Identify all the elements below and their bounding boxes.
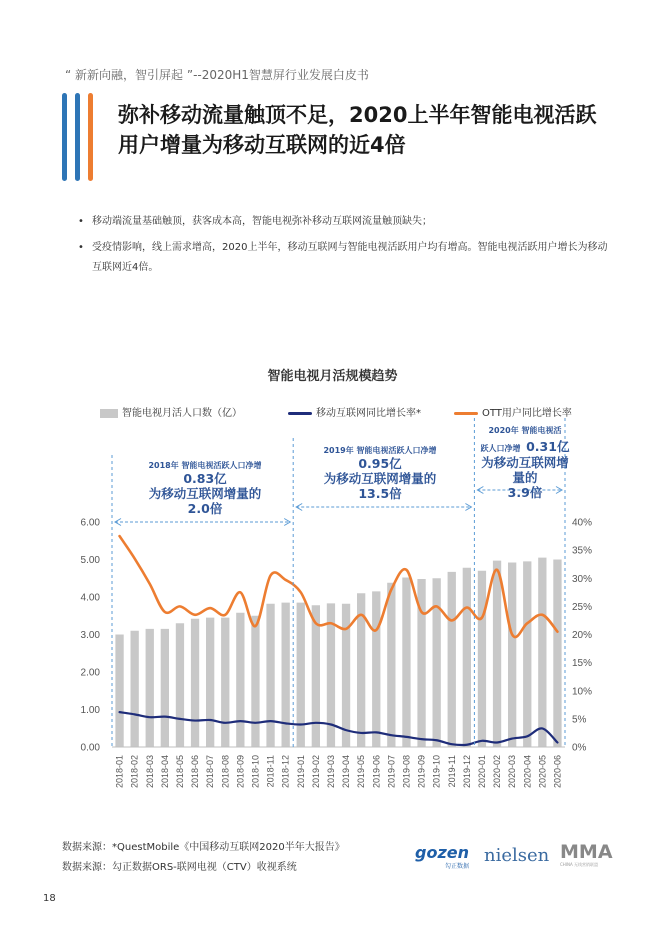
page-number: 18 — [43, 893, 56, 904]
y-right-tick-label: 0% — [572, 742, 587, 754]
mma-logo-sub: CHINA 无线营销联盟 — [560, 862, 598, 867]
y-right-tick-label: 40% — [572, 517, 593, 529]
x-tick-label: 2020-02 — [492, 755, 503, 789]
bar-mark — [463, 568, 471, 747]
x-tick-label: 2019-07 — [386, 755, 397, 789]
x-tick-label: 2020-06 — [552, 755, 563, 789]
x-tick-label: 2019-10 — [431, 755, 442, 789]
bar-mark — [221, 618, 229, 747]
bar-mark — [206, 618, 214, 747]
annotation-value: 0.83亿 — [183, 471, 227, 486]
page-title: 弥补移动流量触顶不足，2020上半年智能电视活跃用户增量为移动互联网的近4倍 — [118, 103, 597, 157]
bar-mark — [432, 578, 440, 747]
chart-lines — [120, 536, 558, 745]
bar-mark — [130, 631, 138, 747]
annotation-text: 为移动互联网增量的 — [148, 486, 262, 501]
ott-growth-line — [120, 536, 558, 637]
y-left-tick-label: 5.00 — [80, 555, 100, 566]
annotation-text: 量的 — [512, 470, 538, 485]
x-tick-label: 2018-08 — [220, 755, 231, 789]
nielsen-logo: nielsen — [484, 845, 550, 866]
x-tick-label: 2019-04 — [341, 755, 352, 789]
mma-logo — [560, 843, 613, 868]
x-tick-label: 2018-11 — [265, 755, 276, 788]
x-tick-label: 2019-12 — [461, 755, 472, 789]
x-tick-label: 2020-05 — [537, 755, 548, 789]
y-left-tick-label: 1.00 — [80, 705, 100, 716]
bar-mark — [372, 591, 380, 747]
annotation-caption: 2020年 智能电视活 — [488, 426, 562, 435]
y-left-tick-label: 4.00 — [80, 592, 100, 604]
bar-mark — [523, 561, 531, 747]
bar-mark — [236, 613, 244, 747]
bullet-text: 移动端流量基础触顶，获客成本高，智能电视弥补移动互联网流量触顶缺失； — [92, 216, 432, 227]
x-tick-label: 2018-06 — [190, 755, 201, 789]
report-header-quote: “ 新新向融，智引屏起 ”--2020H1智慧屏行业发展白皮书 — [65, 68, 369, 82]
y-right-tick-label: 25% — [572, 601, 593, 613]
annotation-text: 为移动互联网增量的 — [323, 471, 437, 486]
annotation-value: 0.95亿 — [358, 456, 402, 471]
source-line-2: 数据来源：勾正数据ORS-联网电视（CTV）收视系统 — [62, 862, 297, 873]
bar-mark — [115, 635, 123, 748]
bar-mark — [387, 583, 395, 747]
bar-mark — [281, 603, 289, 747]
bar-mark — [191, 619, 199, 747]
annotation-caption: 2018年 智能电视活跃人口净增 — [148, 461, 262, 470]
x-tick-label: 2019-02 — [310, 755, 321, 789]
x-tick-label: 2019-08 — [401, 755, 412, 789]
y-right-tick-label: 10% — [572, 686, 593, 698]
bullet-text: 受疫情影响，线上需求增高，2020上半年，移动互联网与智能电视活跃用户均有增高。智能电视活跃用户增长为移动互联网近4倍。 — [92, 242, 608, 273]
x-tick-label: 2018-02 — [129, 755, 140, 789]
x-tick-label: 2019-09 — [416, 755, 427, 789]
chart-title: 智能电视月活规模趋势 — [267, 369, 398, 384]
bullet-dot: • — [78, 216, 84, 227]
x-tick-label: 2018-09 — [235, 755, 246, 789]
annotation-2018 — [125, 460, 285, 516]
bar-mark — [176, 623, 184, 747]
annotation-multiple: 2.0倍 — [187, 501, 223, 516]
source-line-1: 数据来源：*QuestMobile《中国移动互联网2020半年大报告》 — [62, 842, 345, 853]
y-right-tick-label: 15% — [572, 658, 593, 670]
bar-mark — [161, 629, 169, 747]
bar-mark — [493, 561, 501, 747]
y-left-tick-label: 0.00 — [80, 742, 100, 754]
y-left-tick-label: 2.00 — [80, 667, 100, 679]
bar-mark — [266, 604, 274, 747]
x-tick-label: 2018-04 — [159, 755, 170, 789]
x-tick-label: 2020-01 — [476, 755, 487, 789]
bar-mark — [251, 616, 259, 747]
y-right-tick-label: 30% — [572, 573, 593, 585]
annotation-2019 — [300, 445, 460, 501]
x-tick-label: 2019-11 — [446, 755, 457, 788]
y-left-tick-label: 3.00 — [80, 630, 100, 641]
x-tick-label: 2018-03 — [144, 755, 155, 789]
gozen-logo — [415, 845, 469, 870]
bar-mark — [553, 560, 561, 748]
y-left-tick-label: 6.00 — [80, 517, 100, 529]
x-tick-label: 2019-03 — [325, 755, 336, 789]
x-tick-label: 2019-01 — [295, 755, 306, 789]
x-tick-label: 2018-10 — [250, 755, 261, 789]
bar-mark — [478, 571, 486, 747]
gozen-logo-sub: 勾正数据 — [444, 863, 469, 870]
mma-logo-text: MMA — [560, 841, 613, 863]
x-tick-label: 2018-12 — [280, 755, 291, 789]
x-tick-label: 2020-04 — [522, 755, 533, 789]
legend-label: OTT用户同比增长率 — [482, 408, 572, 419]
annotation-text: 为移动互联网增 — [481, 455, 569, 470]
x-tick-label: 2020-03 — [507, 755, 518, 789]
y-right-tick-label: 5% — [572, 714, 587, 726]
annotation-multiple: 13.5倍 — [358, 486, 402, 501]
annotation-caption: 2019年 智能电视活跃人口净增 — [323, 446, 437, 455]
y-right-tick-label: 35% — [572, 545, 593, 557]
bar-mark — [448, 572, 456, 747]
gozen-logo-text: gozen — [415, 843, 469, 862]
y-right-tick-label: 20% — [572, 630, 593, 641]
legend-label: 智能电视月活人口数（亿） — [122, 408, 242, 419]
bullet-dot: • — [78, 242, 84, 253]
bar-mark — [146, 629, 154, 747]
x-tick-label: 2018-05 — [174, 755, 185, 789]
x-tick-label: 2019-05 — [356, 755, 367, 789]
x-tick-label: 2018-01 — [114, 755, 125, 789]
legend-label: 移动互联网同比增长率* — [316, 408, 421, 419]
bar-mark — [312, 605, 320, 747]
bar-mark — [402, 578, 410, 748]
x-tick-label: 2018-07 — [205, 755, 216, 789]
annotation-caption-line2: 跃人口净增 0.31亿 — [480, 439, 570, 454]
annotation-value: 0.31亿 — [526, 439, 570, 454]
annotation-multiple: 3.9倍 — [507, 485, 543, 500]
bar-mark — [508, 563, 516, 748]
bar-mark — [538, 558, 546, 747]
annotation-2020 — [470, 425, 580, 500]
mobile-growth-line — [120, 712, 558, 745]
x-tick-label: 2019-06 — [371, 755, 382, 789]
